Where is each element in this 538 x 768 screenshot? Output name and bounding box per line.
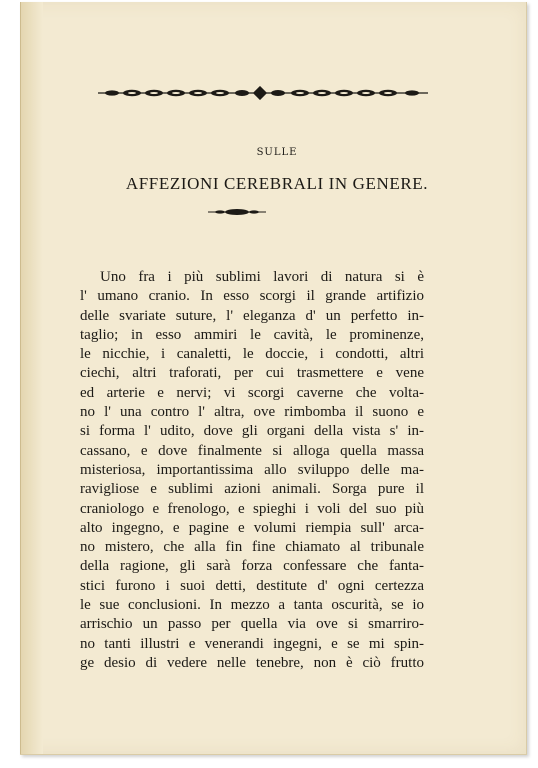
text-line: cassano, e dove finalmente si alloga quella massa	[80, 442, 424, 459]
text-line: ge desio di vedere nelle tenebre, non è ciò frutto	[80, 654, 424, 671]
text-line: della ragione, gli sarà forza confessare che fanta-	[80, 558, 424, 575]
text-line: no tanti illustri e venerandi ingegni, e se mi spin-	[80, 635, 424, 652]
page-binding-edge	[20, 2, 43, 754]
text-line: le nicchie, i canaletti, le doccie, i condotti, altri	[80, 346, 424, 363]
text-line: alto ingegno, e pagine e volumi riempia sull' arca-	[80, 519, 424, 536]
book-page	[20, 2, 527, 755]
text-line: taglio; in esso ammiri le cavità, le prominenze,	[80, 326, 424, 343]
text-line: ravigliose e sublimi azioni animali. Sorga pure il	[80, 481, 424, 498]
text-line: si forma l' udito, dove gli organi della vista s' in-	[80, 423, 424, 440]
chapter-title: AFFEZIONI CEREBRALI IN GENERE.	[125, 174, 429, 193]
text-line: no l' una contro l' altra, ove rimbomba il suono e	[80, 404, 424, 421]
text-line: delle svariate suture, l' eleganza d' un perfetto in-	[80, 307, 424, 324]
text-line: stici furono i suoi detti, destitute d' ogni certezza	[80, 577, 424, 594]
heading-sulle: SULLE	[256, 147, 298, 158]
text-line: misteriosa, importantissima allo sviluppo delle ma-	[80, 461, 424, 478]
text-line: arrischio un passo per quella via ove si smarriro-	[80, 616, 424, 633]
text-line: le sue conclusioni. In mezzo a tanta oscurità, se io	[80, 597, 424, 614]
body-paragraph	[80, 268, 424, 673]
text-line: no mistero, che alla fin fine chiamato al tribunale	[80, 539, 424, 556]
text-line: ciechi, altri traforati, per cui trasmettere e vene	[80, 365, 424, 382]
title-divider-ornament	[208, 207, 266, 217]
decorative-border-ornament	[98, 86, 428, 100]
text-line: craniologo e frenologo, e spieghi i voli del suo più	[80, 500, 424, 517]
text-line: Uno fra i più sublimi lavori di natura si è	[100, 269, 424, 285]
text-line: ed arterie e nervi; vi scorgi caverne che volta-	[80, 384, 424, 401]
text-line: l' umano cranio. In esso scorgi il grande artifizio	[80, 288, 424, 305]
